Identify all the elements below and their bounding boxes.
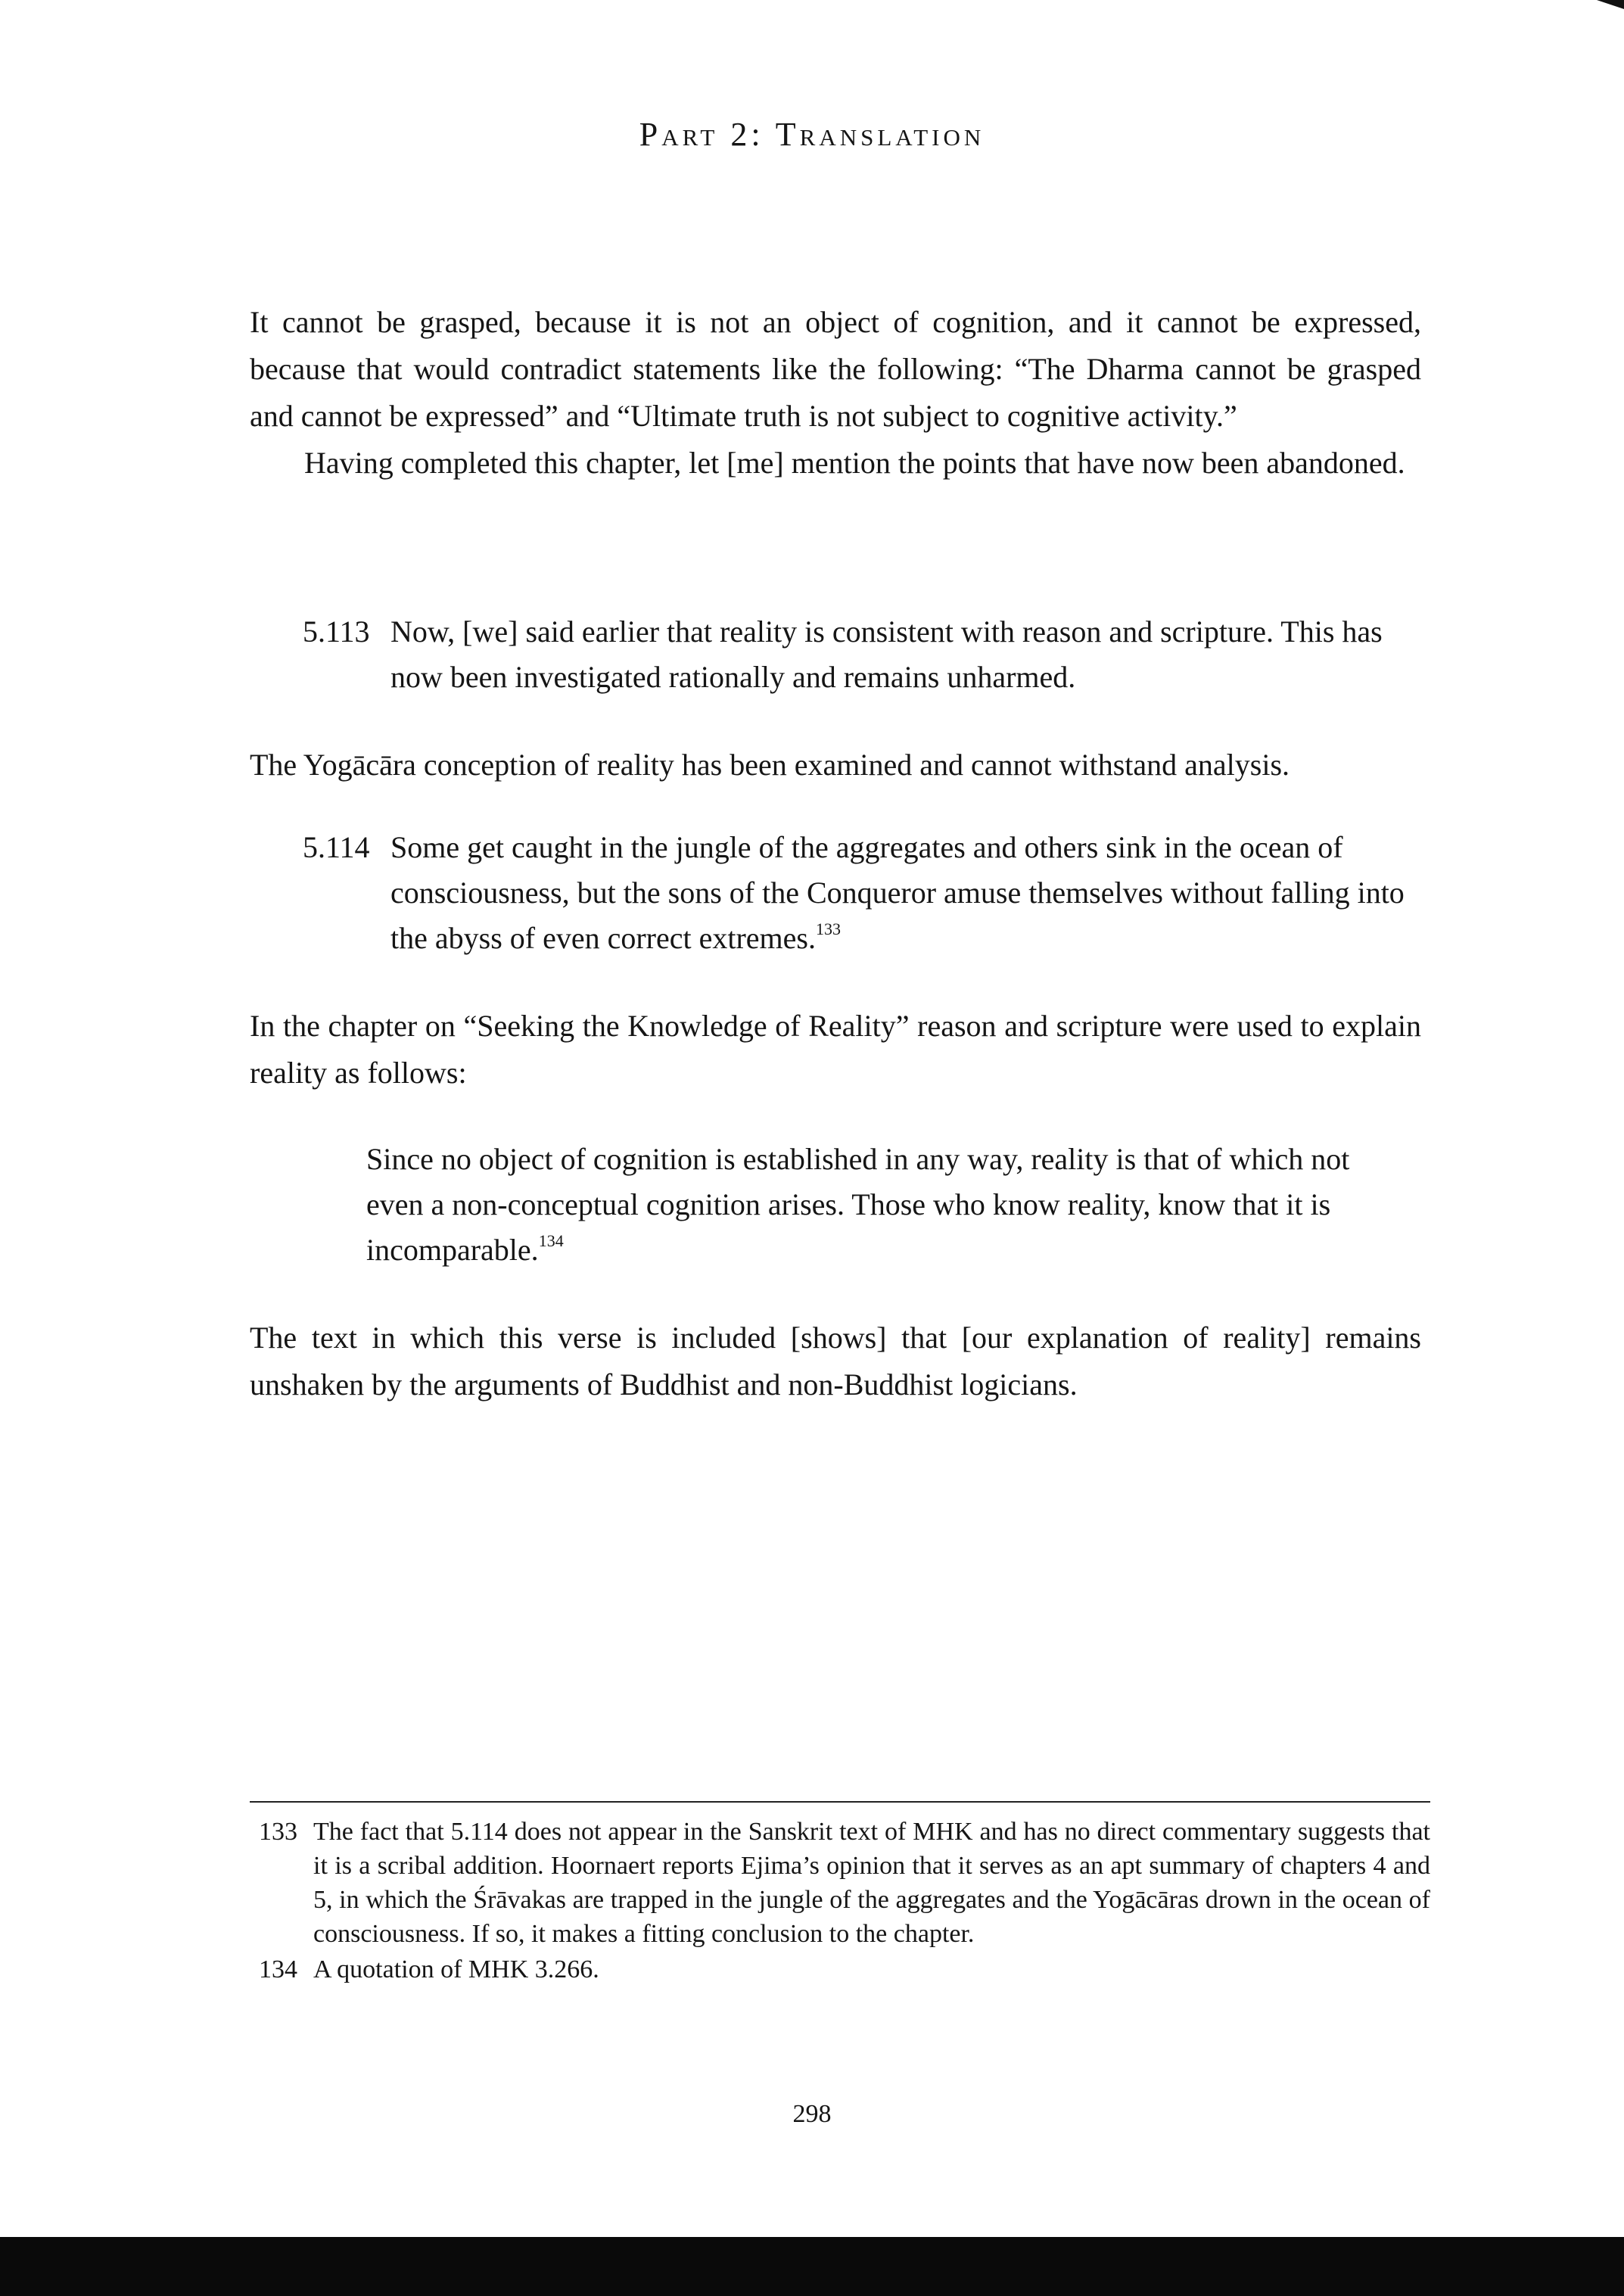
verse-number: 5.114 bbox=[303, 830, 370, 864]
paragraph-3: The Yogācāra conception of reality has been examined and cannot withstand analysis. bbox=[250, 748, 1290, 782]
verse-5-113 bbox=[303, 609, 1423, 700]
scan-bottom-edge bbox=[0, 2237, 1624, 2296]
verse-text bbox=[390, 825, 1423, 961]
footnote-number: 134 bbox=[259, 1955, 297, 1983]
quote-text: Since no object of cognition is established in any way, reality is that of which not even a non-conceptual cognition arises. Those who know reality, know that it is incomparable. bbox=[366, 1142, 1350, 1267]
paragraph-1: It cannot be grasped, because it is not an object of cognition, and it cannot be expressed, because that would contradict statements like the following: “The Dharma cannot be grasped and cannot be expressed” and “Ultimate truth is not subject to cognitive activity.” bbox=[250, 305, 1421, 433]
footnote-133 bbox=[250, 1815, 1430, 1951]
paragraph-4-block bbox=[250, 1003, 1421, 1097]
paragraph-4: In the chapter on “Seeking the Knowledge of Reality” reason and scripture were used to explain reality as follows: bbox=[250, 1009, 1421, 1090]
paragraph-2: Having completed this chapter, let [me] mention the points that have now been abandoned. bbox=[304, 446, 1405, 480]
verse-number: 5.113 bbox=[303, 614, 370, 649]
body-text-top bbox=[250, 299, 1421, 487]
footnote-ref-133: 133 bbox=[815, 919, 841, 938]
paragraph-5: The text in which this verse is included [shows] that [our explanation of reality] remains unshaken by the arguments of Buddhist and non-Buddhist logicians. bbox=[250, 1321, 1421, 1402]
verse-text-body: Some get caught in the jungle of the aggregates and others sink in the ocean of consciousness, but the sons of the Conqueror amuse themselves without falling into the abyss of even correct extremes. bbox=[390, 830, 1405, 955]
scan-edge-mark bbox=[1597, 0, 1624, 9]
running-header: Part 2: Translation bbox=[639, 116, 985, 153]
footnote-text: A quotation of MHK 3.266. bbox=[313, 1955, 599, 1983]
footnote-number: 133 bbox=[259, 1818, 297, 1846]
verse-5-114 bbox=[303, 825, 1423, 961]
footnote-ref-134: 134 bbox=[538, 1231, 564, 1250]
footnotes bbox=[250, 1815, 1430, 1988]
paragraph-3-block bbox=[250, 742, 1421, 789]
footnote-rule bbox=[250, 1801, 1430, 1803]
footnote-134 bbox=[250, 1952, 1430, 1986]
verse-text: Now, [we] said earlier that reality is consistent with reason and scripture. This has now been investigated rationally and remains unharmed. bbox=[390, 614, 1383, 694]
page-number: 298 bbox=[792, 2100, 832, 2128]
footnote-text: The fact that 5.114 does not appear in the Sanskrit text of MHK and has no direct commentary suggests that it is a scribal addition. Hoornaert reports Ejima’s opinion that it serves as an apt summary of chapters 4 and 5, in which the Śrāvakas are trapped in the jungle of the aggregates and the Yogācāras drown in the ocean of consciousness. If so, it makes a fitting conclusion to the chapter. bbox=[313, 1818, 1430, 1948]
paragraph-5-block bbox=[250, 1314, 1421, 1408]
block-quote bbox=[366, 1137, 1411, 1273]
